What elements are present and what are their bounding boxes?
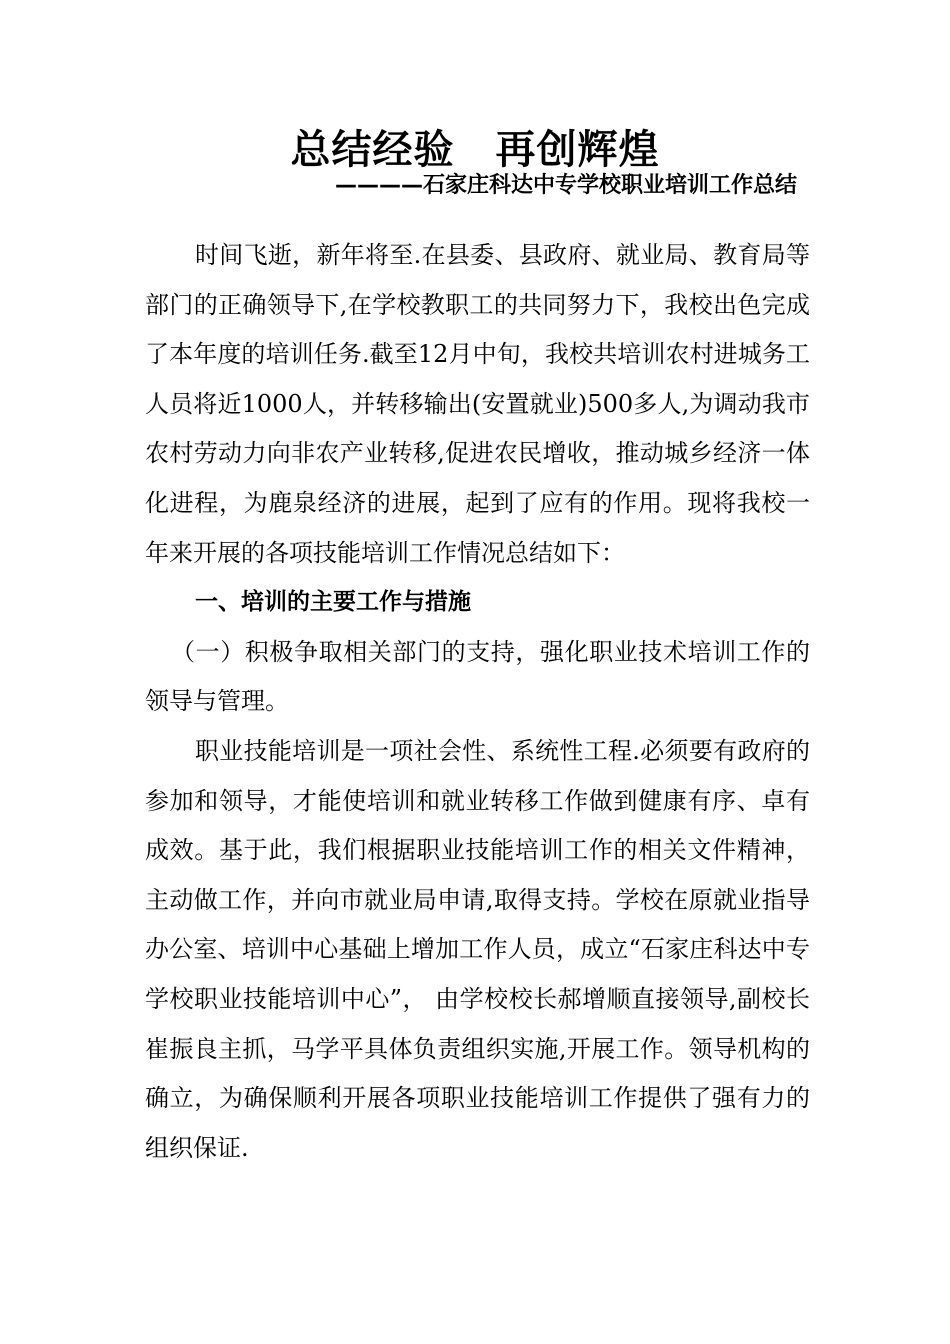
- document-body: [145, 231, 810, 1173]
- document-title: 总结经验 再创辉煌: [290, 127, 660, 173]
- section-heading: 一、培训的主要工作与措施: [195, 589, 471, 616]
- document-subtitle: ————石家庄科达中专学校职业培训工作总结: [335, 173, 798, 198]
- intro-paragraph: 时间飞逝，新年将至.在县委、县政府、就业局、教育局等部门的正确领导下,在学校教职工的共同努力下，我校出色完成了本年度的培训任务.截至12月中旬，我校共培训农村进城务工人员将近1000人，并转移输出(安置就业)500多人,为调动我市农村劳动力向非农产业转移,促进农民增收，推动城乡经济一体化进程，为鹿泉经济的进展，起到了应有的作用。现将我校一年来开展的各项技能培训工作情况总结如下：: [145, 241, 810, 567]
- subsection-heading: （一）积极争取相关部门的支持，强化职业技术培训工作的领导与管理。: [145, 637, 810, 716]
- body-paragraph: 职业技能培训是一项社会性、系统性工程.必须要有政府的参加和领导，才能使培训和就业转移工作做到健康有序、卓有成效。基于此，我们根据职业技能培训工作的相关文件精神，主动做工作，并向市就业局申请,取得支持。学校在原就业指导办公室、培训中心基础上增加工作人员，成立“石家庄科达中专学校职业技能培训中心”， 由学校校长郝增顺直接领导,副校长崔振良主抓，马学平具体负责组织实施,开展工作。领导机构的确立，为确保顺利开展各项职业技能培训工作提供了强有力的组织保证.: [145, 736, 810, 1162]
